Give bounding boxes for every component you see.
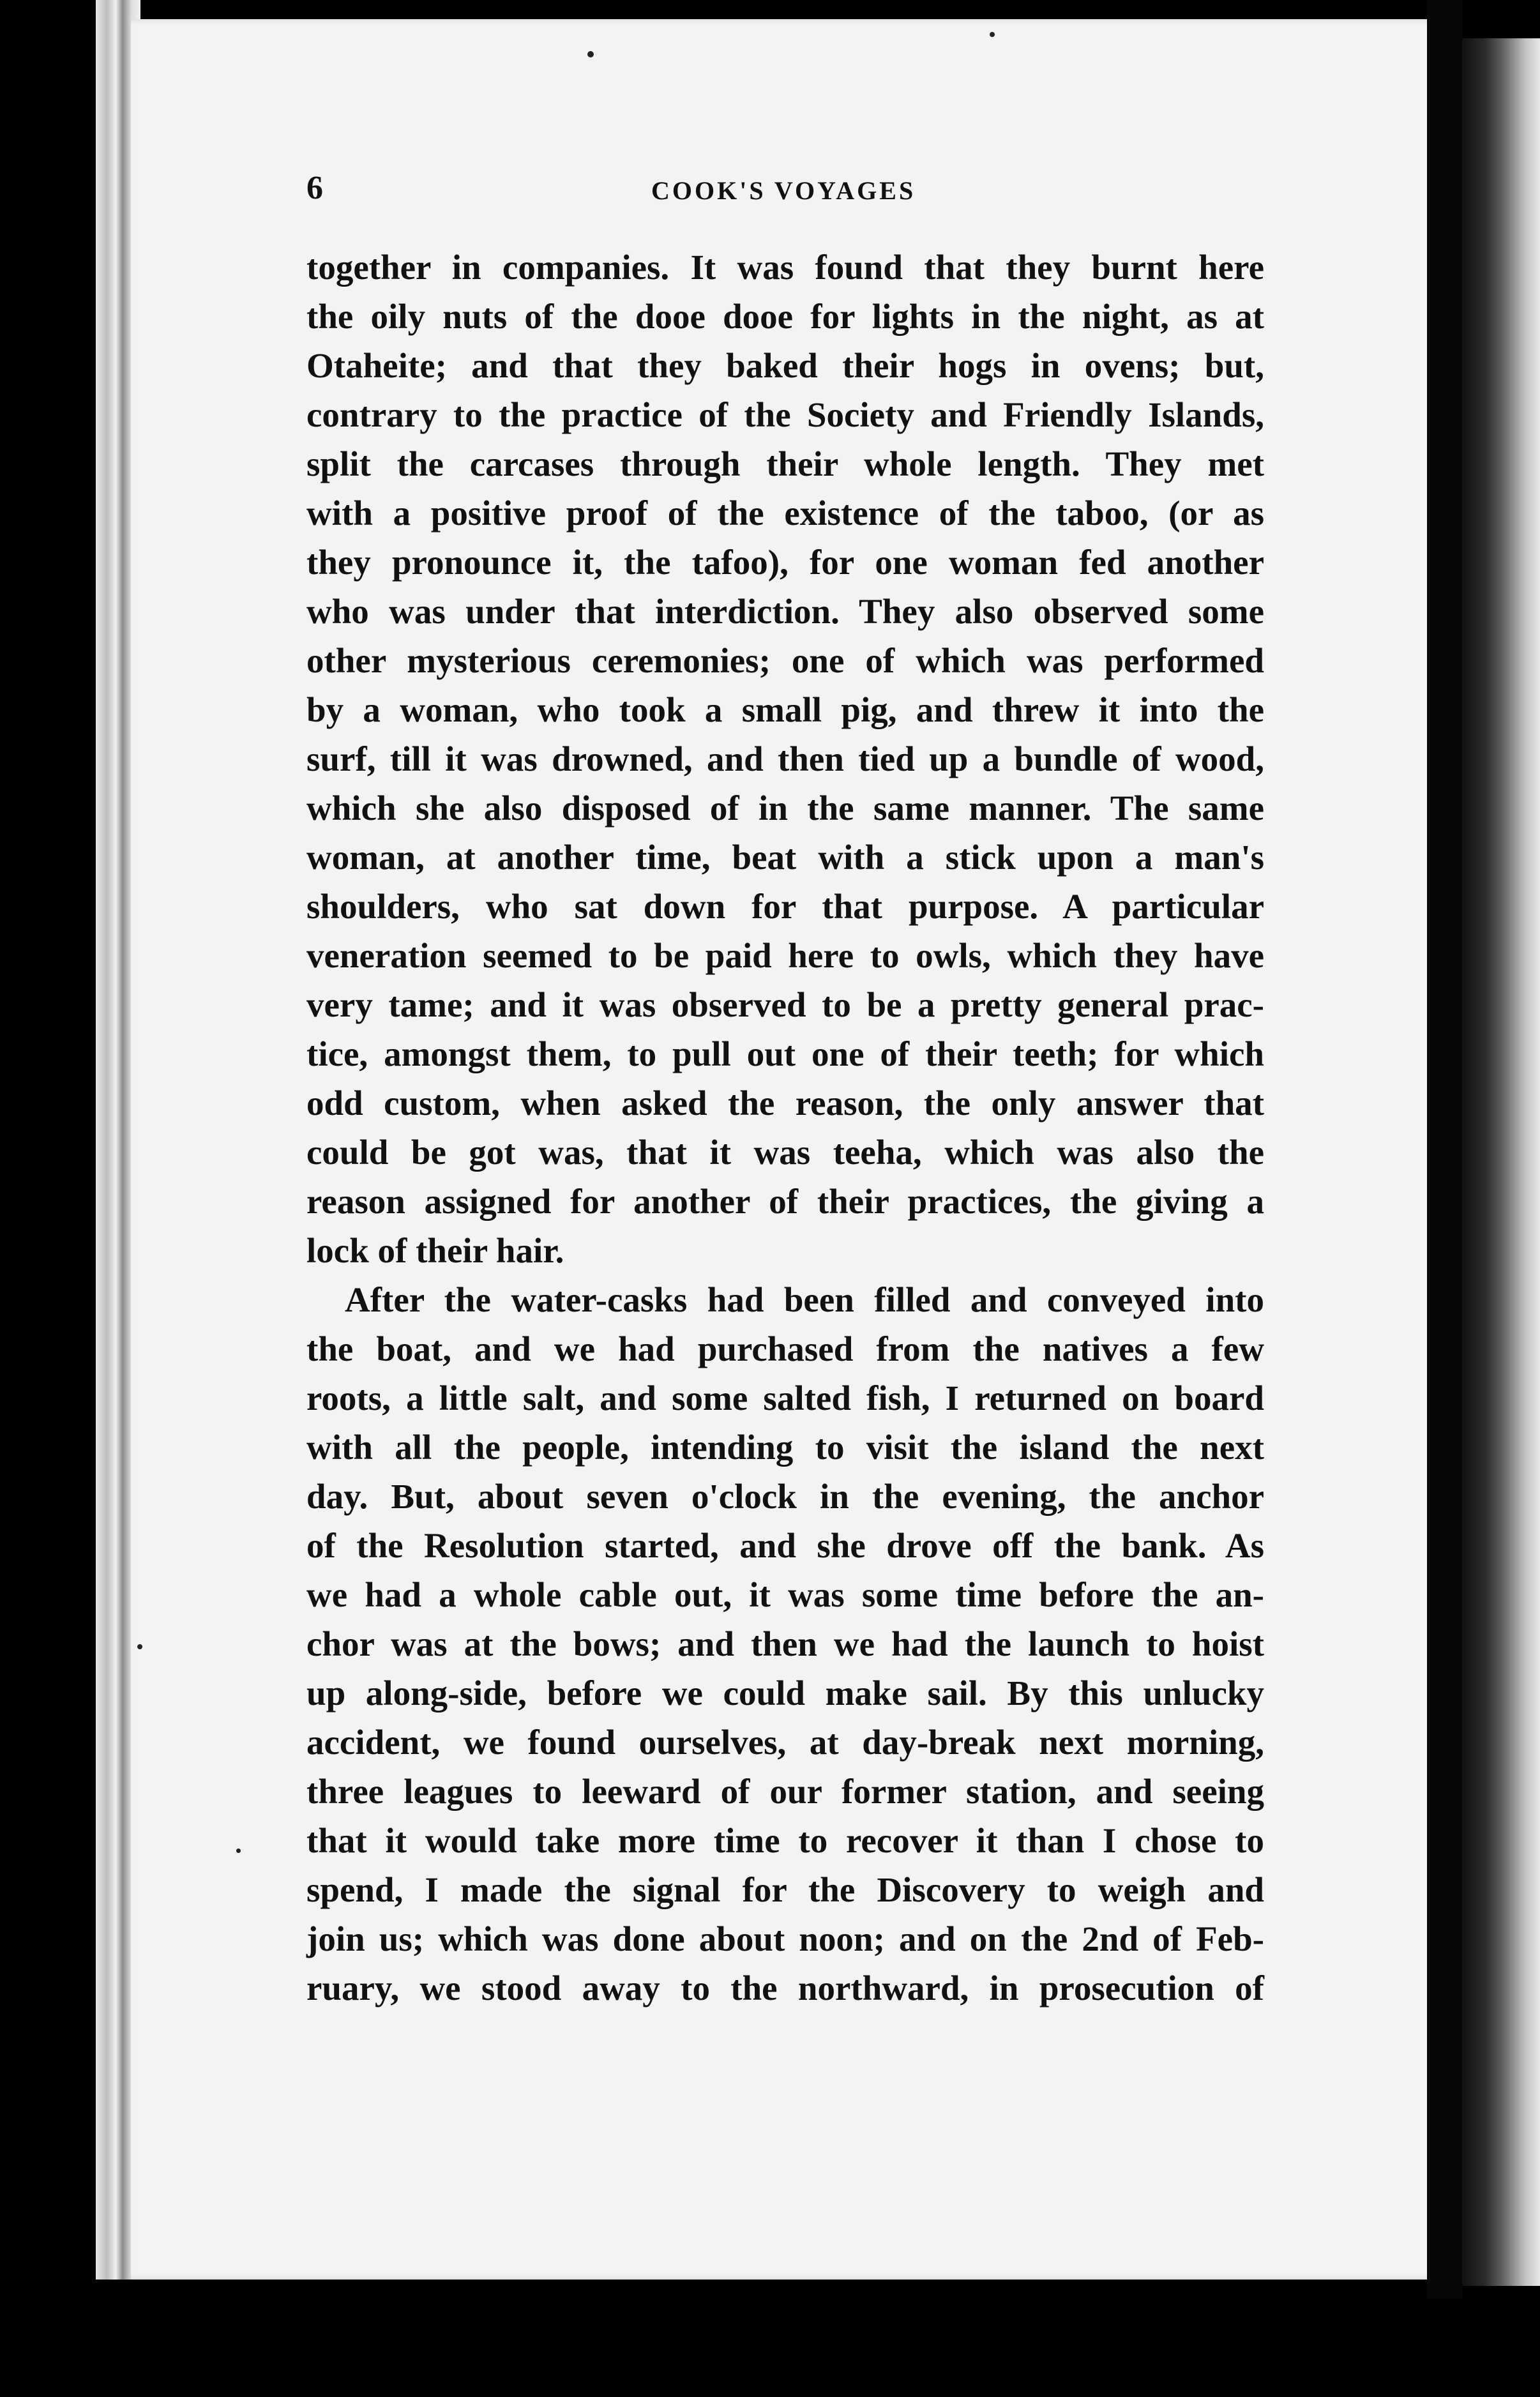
ink-speck: [137, 1644, 142, 1649]
text-line: woman, at another time, beat with a stick upon a man's: [306, 838, 1264, 877]
text-line: contrary to the practice of the Society and Friendly Islands,: [306, 395, 1264, 434]
text-line: roots, a little salt, and some salted fish, I returned on board: [306, 1379, 1264, 1418]
text-line: shoulders, who sat down for that purpose. A particular: [306, 887, 1264, 926]
text-line: reason assigned for another of their practices, the giving a: [306, 1182, 1264, 1221]
text-line: together in companies. It was found that they burnt here: [306, 248, 1264, 287]
text-line: could be got was, that it was teeha, which was also the: [306, 1133, 1264, 1172]
paragraph: [306, 243, 1264, 1275]
text-line: spend, I made the signal for the Discovery to weigh and: [306, 1870, 1264, 1909]
text-line: After the water-casks had been filled and conveyed into: [345, 1280, 1264, 1319]
text-line: with all the people, intending to visit the island the next: [306, 1428, 1264, 1467]
text-line: the oily nuts of the dooe dooe for lights in the night, as at: [306, 297, 1264, 336]
text-line: other mysterious ceremonies; one of which was performed: [306, 641, 1264, 680]
text-line: accident, we found ourselves, at day-break next morning,: [306, 1723, 1264, 1762]
running-title: COOK'S VOYAGES: [651, 176, 916, 205]
ink-speck: [587, 51, 594, 57]
text-line: three leagues to leeward of our former station, and seeing: [306, 1772, 1264, 1811]
running-header: [306, 169, 1302, 220]
text-line: we had a whole cable out, it was some time before the an-: [306, 1575, 1264, 1614]
text-line: that it would take more time to recover it than I chose to: [306, 1821, 1264, 1860]
text-line: surf, till it was drowned, and then tied up a bundle of wood,: [306, 739, 1264, 778]
text-line: veneration seemed to be paid here to owls, which they have: [306, 936, 1264, 975]
ink-speck: [236, 1849, 241, 1853]
text-line: chor was at the bows; and then we had the launch to hoist: [306, 1624, 1264, 1663]
text-line: the boat, and we had purchased from the natives a few: [306, 1329, 1264, 1368]
text-line: split the carcases through their whole length. They met: [306, 444, 1264, 483]
text-line: who was under that interdiction. They also observed some: [306, 592, 1264, 631]
text-line: which she also disposed of in the same manner. The same: [306, 789, 1264, 828]
text-line: by a woman, who took a small pig, and threw it into the: [306, 690, 1264, 729]
paragraph: [306, 1275, 1264, 2013]
text-line: tice, amongst them, to pull out one of their teeth; for which: [306, 1034, 1264, 1073]
text-line: lock of their hair.: [306, 1231, 564, 1270]
page-shadow: [1427, 0, 1462, 2299]
adjacent-page-edge: [1462, 38, 1540, 2286]
text-line: ruary, we stood away to the northward, in prosecution of: [306, 1969, 1264, 2008]
text-line: up along-side, before we could make sail. By this unlucky: [306, 1674, 1264, 1713]
text-line: join us; which was done about noon; and on the 2nd of Feb-: [306, 1919, 1264, 1958]
text-line: of the Resolution started, and she drove off the bank. As: [306, 1526, 1264, 1565]
text-line: very tame; and it was observed to be a pretty general prac-: [306, 985, 1264, 1024]
text-line: they pronounce it, the tafoo), for one woman fed another: [306, 543, 1264, 582]
body-text: [306, 243, 1264, 2013]
ink-speck: [990, 32, 995, 37]
text-line: day. But, about seven o'clock in the evening, the anchor: [306, 1477, 1264, 1516]
text-line: with a positive proof of the existence of the taboo, (or as: [306, 494, 1264, 533]
text-line: odd custom, when asked the reason, the only answer that: [306, 1084, 1264, 1123]
page-number: 6: [306, 170, 323, 206]
text-line: Otaheite; and that they baked their hogs in ovens; but,: [306, 346, 1264, 385]
